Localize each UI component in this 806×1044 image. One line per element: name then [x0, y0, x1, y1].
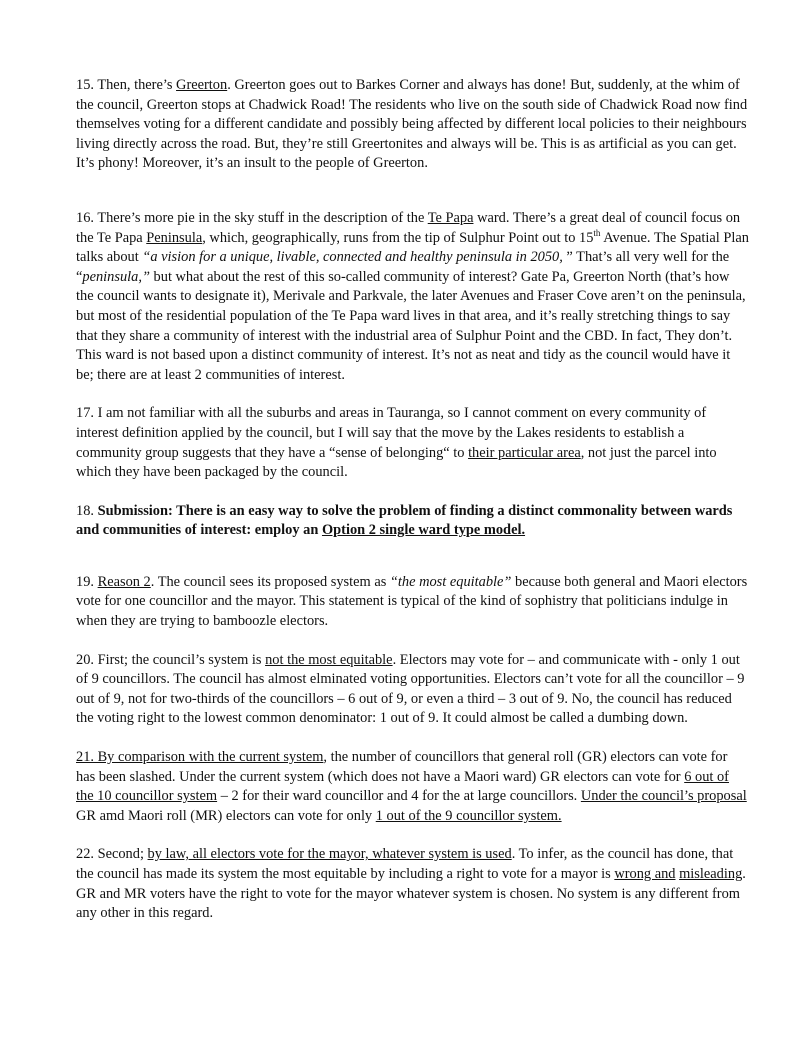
p21-text-1: , the number of councillors that general roll (GR) electors can vote for has been slashed. Under the current system (which does not have a Maori ward) GR electors can vote for — [76, 749, 728, 785]
paragraph-20 — [76, 651, 750, 729]
paragraph-16 — [76, 209, 750, 385]
p16-italic-quote-2: peninsula,” — [82, 268, 150, 285]
p21-underline-1-of-9: 1 out of the 9 councillor system. — [375, 807, 562, 824]
p19-text-1: 19. — [76, 573, 98, 590]
p20-text-2: . Electors may vote for – and communicate with - only 1 out of 9 councillors. The council has almost elminated voting opportunities. Electors can’t vote for all the councillor – 9 out of 9, not for two-thirds of the councillors – 6 out of 9, or even a third – 3 out of 9. No, the council has reduced the voting right to the lowest common denominator: 1 out of 9. It could almost be called a dumbing down. — [76, 651, 745, 727]
p18-text-1: 18. — [76, 502, 98, 519]
p16-underline-te-papa: Te Papa — [427, 209, 474, 226]
p17-text-1: 17. I am not familiar with all the suburbs and areas in Tauranga, so I cannot comment on every community of interest definition applied by the council, but I will say that the move by the Lakes residents to establish a community group suggests that they have a “sense of belonging“ to — [76, 405, 707, 461]
spacer — [76, 174, 750, 209]
p21-underline-councils-proposal: Under the council’s proposal — [580, 788, 747, 805]
p19-underline-reason-2: Reason 2 — [97, 573, 151, 590]
spacer — [76, 729, 750, 748]
p16-text-6: but what about the rest of this so-called community of interest? Gate Pa, Greerton North (that’s how the council wants to designate it), Merivale and Parkvale, the later Avenues and Fraser Cove aren’t on the peninsula, but most of the residential population of the Te Papa ward lives in that area, and it’s really stretching things to say that they share a community of interest with the industrial area of Sulphur Point and the CBD. In fact, They don’t. This ward is not based upon a distinct community of interest. It’s not as neat and tidy as the council would have it be; there are at least 2 communities of interest. — [76, 268, 746, 383]
p22-underline-by-law: by law, all electors vote for the mayor, whatever system is used — [147, 846, 512, 863]
p19-text-2: . The council sees its proposed system as — [150, 573, 390, 590]
p15-underline-greerton: Greerton — [176, 77, 228, 93]
paragraph-15 — [76, 76, 750, 174]
p21-underline-by-comparison: 21. By comparison with the current system — [76, 749, 324, 766]
p20-text-1: 20. First; the council’s system is — [76, 651, 266, 668]
p17-underline-particular-area: their particular area — [468, 444, 581, 461]
spacer — [76, 385, 750, 404]
paragraph-19 — [76, 573, 750, 632]
paragraph-17 — [76, 404, 750, 482]
p22-underline-wrong-and: wrong and — [614, 866, 676, 882]
p22-text-1: 22. Second; — [76, 846, 148, 863]
paragraph-18 — [76, 502, 750, 541]
p16-text-1: 16. There’s more pie in the sky stuff in the description of the — [76, 209, 428, 226]
p22-text-2: . To infer, as the council has done, that the council has made its system the most equitable by including a right to vote for a mayor is — [76, 846, 734, 882]
p16-text-2: ward. There’s a great deal of council focus on the Te Papa — [76, 209, 741, 246]
p16-superscript: th — [593, 227, 601, 238]
p16-underline-peninsula: Peninsula — [146, 229, 203, 246]
p18-bold-submission: Submission: There is an easy way to solve the problem of finding a distinct commonality between wards and communities of interest: employ an — [76, 502, 733, 539]
p21-underline-6-of-10: 6 out of the 10 councillor system — [76, 768, 729, 805]
p16-text-3: , which, geographically, runs from the tip of Sulphur Point out to 15 — [202, 229, 594, 246]
p22-underline-misleading: misleading — [679, 866, 743, 882]
p19-italic-most-equitable: “the most equitable” — [389, 573, 512, 590]
p16-italic-quote-1: “a vision for a unique, livable, connected and healthy peninsula in 2050, — [142, 249, 563, 266]
p18-bold-underline-option-2: Option 2 single ward type model. — [321, 522, 526, 539]
p15-text-1: 15. Then, there’s — [76, 77, 177, 93]
paragraph-21 — [76, 748, 750, 826]
p20-underline-not-most-equitable: not the most equitable — [265, 651, 393, 668]
p16-text-4: Avenue. The Spatial Plan talks about — [76, 229, 749, 266]
p21-text-2: – 2 for their ward councillor and 4 for the at large councillors. — [217, 788, 581, 805]
p19-text-3: because both general and Maori electors vote for one councillor and the mayor. This statement is typical of the kind of sophistry that politicians indulge in when they are trying to bamboozle electors. — [76, 573, 748, 630]
p22-text-4: . GR and MR voters have the right to vote for the mayor whatever system is chosen. No system is any different from any other in this regard. — [76, 866, 746, 922]
paragraph-22 — [76, 845, 750, 923]
spacer — [76, 826, 750, 845]
p21-text-3: GR amd Maori roll (MR) electors can vote for only — [76, 807, 376, 824]
p15-text-2: . Greerton goes out to Barkes Corner and always has done! But, suddenly, at the whim of the council, Greerton stops at Chadwick Road! The residents who live on the south side of Chadwick Road now find themselves voting for a different candidate and possibly being affected by different local policies to their neighbours living directly across the road. But, they’re still Greertonites and always will be. This is as artificial as you can get. It’s phony! Moreover, it’s an insult to the people of Greerton. — [76, 77, 748, 172]
spacer — [76, 632, 750, 651]
p17-text-2: , not just the parcel into which they have been packaged by the council. — [76, 444, 717, 481]
spacer — [76, 541, 750, 573]
spacer — [76, 483, 750, 502]
p16-text-5: ” That’s all very well for the “ — [76, 249, 730, 285]
